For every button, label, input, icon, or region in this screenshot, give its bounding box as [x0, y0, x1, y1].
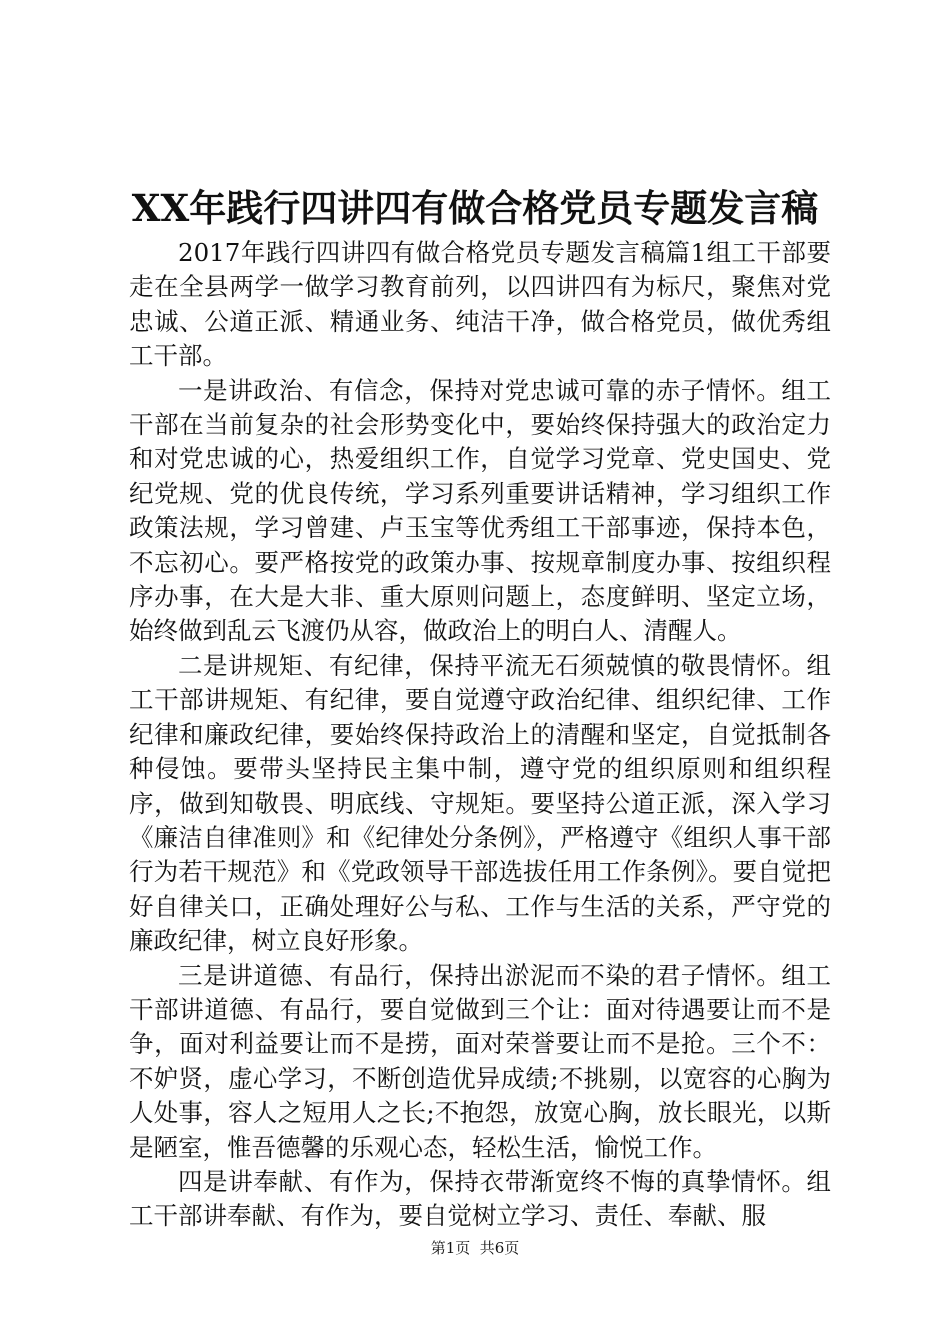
paragraph-intro: 2017年践行四讲四有做合格党员专题发言稿篇1组工干部要走在全县两学一做学习教育前列，以四讲四有为标尺，聚焦对党忠诚、公道正派、精通业务、纯洁干净，做合格党员，做优秀组工干部。: [129, 238, 831, 371]
document-body: [129, 236, 831, 1234]
paragraph-dedication: 四是讲奉献、有作为，保持衣带渐宽终不悔的真挚情怀。组工干部讲奉献、有作为，要自觉树立学习、责任、奉献、服: [129, 1166, 831, 1231]
page-number-footer: 第1页 共6页: [430, 1239, 520, 1257]
paragraph-politics: 一是讲政治、有信念，保持对党忠诚可靠的赤子情怀。组工干部在当前复杂的社会形势变化中，要始终保持强大的政治定力和对党忠诚的心，热爱组织工作，自觉学习党章、党史国史、党纪党规、党的优良传统，学习系列重要讲话精神，学习组织工作政策法规，学习曾建、卢玉宝等优秀组工干部事迹，保持本色，不忘初心。要严格按党的政策办事、按规章制度办事、按组织程序办事，在大是大非、重大原则问题上，态度鲜明、坚定立场，始终做到乱云飞渡仍从容，做政治上的明白人、清醒人。: [129, 375, 831, 646]
document-title: XX年践行四讲四有做合格党员专题发言稿: [131, 186, 819, 230]
paragraph-rules: 二是讲规矩、有纪律，保持平流无石须兢慎的敬畏情怀。组工干部讲规矩、有纪律，要自觉遵守政治纪律、组织纪律、工作纪律和廉政纪律，要始终保持政治上的清醒和坚定，自觉抵制各种侵蚀。要带头坚持民主集中制，遵守党的组织原则和组织程序，做到知敬畏、明底线、守规矩。要坚持公道正派，深入学习《廉洁自律准则》和《纪律处分条例》，严格遵守《组织人事干部行为若干规范》和《党政领导干部选拔任用工作条例》。要自觉把好自律关口，正确处理好公与私、工作与生活的关系，严守党的廉政纪律，树立良好形象。: [129, 650, 831, 956]
paragraph-morality: 三是讲道德、有品行，保持出淤泥而不染的君子情怀。组工干部讲道德、有品行，要自觉做到三个让：面对待遇要让而不是争，面对利益要让而不是捞，面对荣誉要让而不是抢。三个不：不妒贤，虚心学习，不断创造优异成绩;不挑剔，以宽容的心胸为人处事，容人之短用人之长;不抱怨，放宽心胸，放长眼光，以斯是陋室，惟吾德馨的乐观心态，轻松生活，愉悦工作。: [129, 960, 831, 1162]
